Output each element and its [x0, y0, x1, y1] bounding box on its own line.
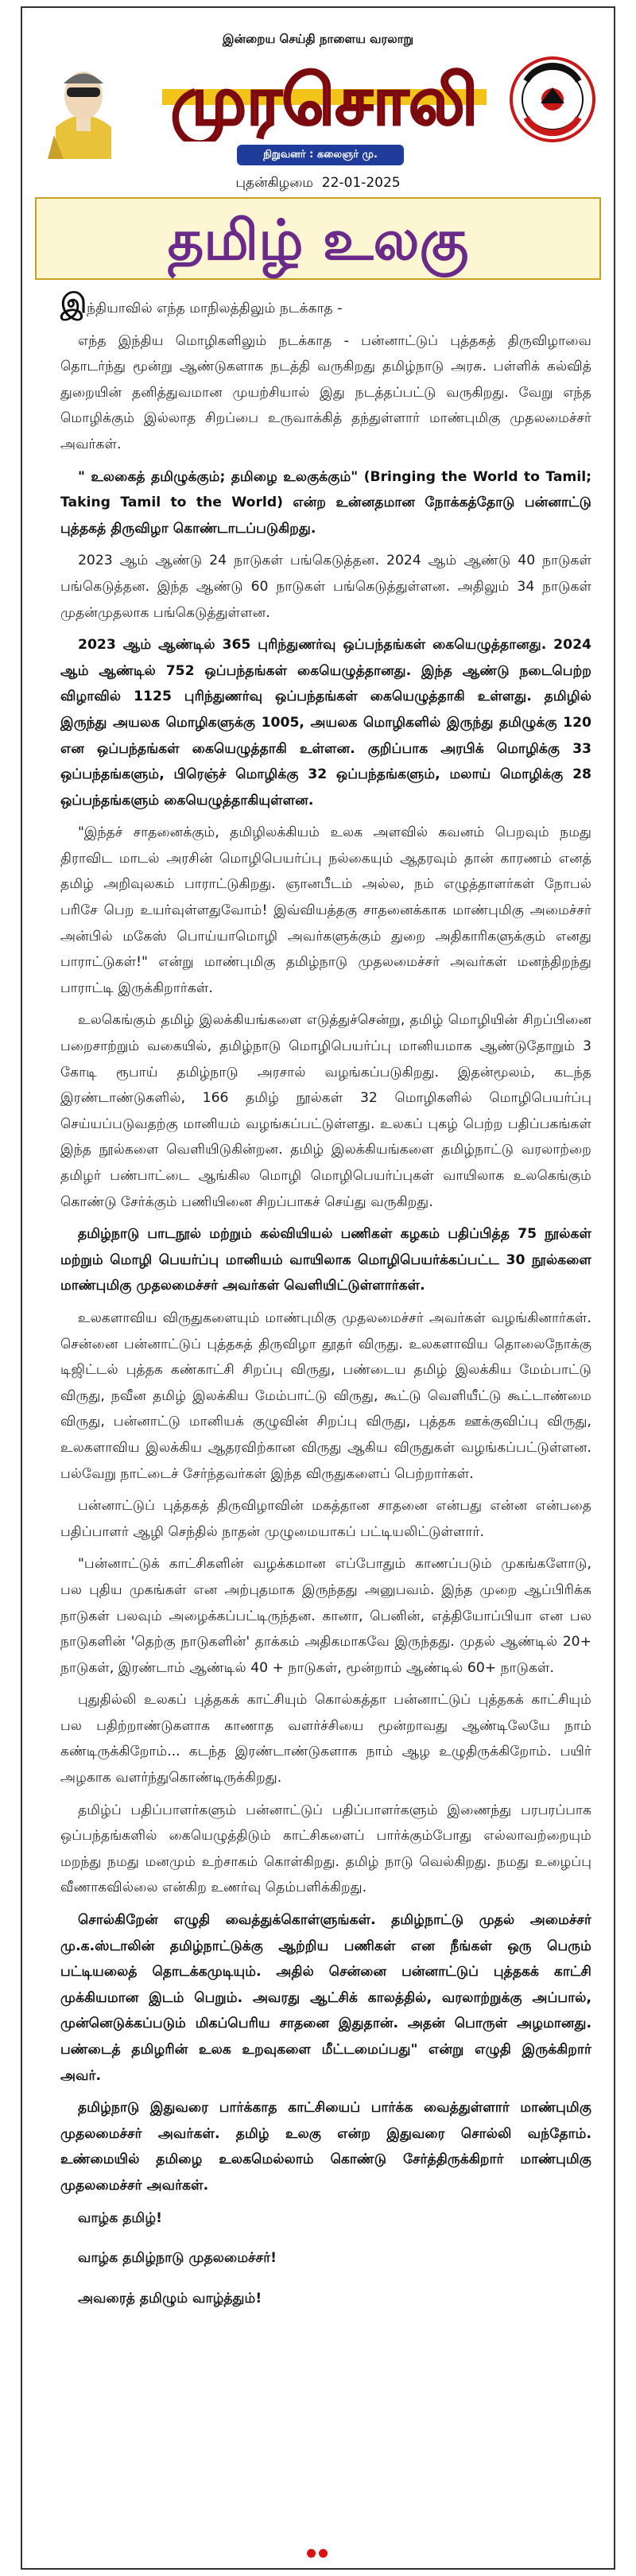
- murasoli-logo: [157, 54, 491, 142]
- dot: [307, 2549, 316, 2558]
- paragraph: "இந்தச் சாதனைக்கும், தமிழிலக்கியம் உலக அளவில் கவனம் பெறவும் நமது திராவிட மாடல் அரசின் மொழிபெயர்ப்பு நல்கையும் ஆதரவும் தான் காரணம் எனத் தமிழ் அறிவுலகம் பாராட்டுகிறது. ஞானபீடம் அல்ல, நம் எழுத்தாளர்கள் நோபல் பரிசே பெற உயர்வுள்ளதுவோம்! இவ்வியத்தகு சாதனைக்காக மாண்புமிகு அமைச்சர் அன்பில் மகேஸ் பொய்யாமொழி அவர்களுக்கும் துறை அதிகாரிகளுக்கும் எனது பாராட்டுகள்!" என்று மாண்புமிகு தமிழ்நாடு முதலமைச்சர் அவர்கள் மனந்திறந்து பாராட்டி இருக்கிறார்கள்.: [60, 824, 591, 996]
- masthead-tagline: இன்றைய செய்தி நாளைய வரலாறு: [222, 32, 414, 46]
- dropcap: இ: [60, 288, 87, 320]
- closing-line: வாழ்க தமிழ்!: [78, 2209, 163, 2226]
- logo-text: முரசொலி: [170, 61, 479, 141]
- article-title: தமிழ் உலகு: [167, 207, 469, 273]
- paragraph: " உலகைத் தமிழுக்கும்; தமிழை உலகுக்கும்" (Bringing the World to Tamil; Taking Tamil to the World) என்ற உன்னதமான நோக்கத்தோடு பன்னாட்டு புத்தகத் திருவிழா கொண்டாடப்படுகிறது.: [60, 468, 591, 537]
- closing-line: அவரைத் தமிழும் வாழ்த்தும்!: [78, 2290, 262, 2306]
- paragraph: 2023 ஆம் ஆண்டில் 365 புரிந்துணர்வு ஒப்பந்தங்கள் கையெழுத்தானது. 2024 ஆம் ஆண்டில் 752 ஒப்பந்தங்கள் கையெழுத்தானது. இந்த ஆண்டு நடைபெற்ற விழாவில் 1125 புரிந்துணர்வு ஒப்பந்தங்கள் கையெழுத்தாகி உள்ளது. தமிழில் இருந்து அயலக மொழிகளுக்கு 1005, அயலக மொழிகளில் இருந்து தமிழுக்கு 120 என ஒப்பந்தங்கள் கையெழுத்தாகி உள்ளன. குறிப்பாக அரபிக் மொழிக்கு 33 ஒப்பந்தங்களும், பிரெஞ்ச் மொழிக்கு 32 ஒப்பந்தங்களும், மலாய் மொழிக்கு 28 ஒப்பந்தங்களும் கையெழுத்தாகியுள்ளன.: [60, 637, 591, 809]
- paragraph: தமிழ்நாடு இதுவரை பார்க்காத காட்சியைப் பார்க்க வைத்துள்ளார் மாண்புமிகு முதலமைச்சர் அவர்கள். தமிழ் உலகு என்ற இதுவரை சொல்லி வந்தோம். உண்மையில் தமிழை உலகமெல்லாம் கொண்டு சேர்த்திருக்கிறார் மாண்புமிகு முதலமைச்சர் அவர்கள்.: [60, 2100, 591, 2194]
- paragraph: பன்னாட்டுப் புத்தகத் திருவிழாவின் மகத்தான சாதனை என்பது என்ன என்பதை பதிப்பாளர் ஆழி செந்தில் நாதன் முழுமையாகப் பட்டியலிட்டுள்ளார்.: [60, 1498, 591, 1540]
- dot: [319, 2549, 328, 2558]
- paragraph: "பன்னாட்டுக் காட்சிகளின் வழக்கமான எப்போதும் காணப்படும் முகங்களோடு, பல புதிய முகங்கள் என அற்புதமாக இருந்தது அனுபவம். இந்த முறை ஆப்பிரிக்க நாடுகள் பலவும் அழைக்கப்பட்டிருந்தன. கானா, பெனின், எத்தியோப்பியா என பல நாடுகளின் 'தெற்கு நாடுகளின்' தாக்கம் அதிகமாகவே இருந்தது. முதல் ஆண்டில் 20+ நாடுகள், இரண்டாம் ஆண்டில் 40 + நாடுகள், மூன்றாம் ஆண்டில் 60+ நாடுகள்.: [60, 1556, 591, 1676]
- article-intro: [60, 288, 591, 322]
- paragraph: தமிழ்ப் பதிப்பாளர்களும் பன்னாட்டுப் பதிப்பாளர்களும் இணைந்து பரபரப்பாக ஒப்பந்தங்களில் கையெழுத்திடும் காட்சிகளைப் பார்க்கும்போது எல்லாவற்றையும் மறந்து நமது மனமும் உற்சாகம் கொள்கிறது. தமிழ் நாடு வெல்கிறது. நமது உழைப்பு வீணாகவில்லை என்கிற உணர்வு தெம்பளிக்கிறது.: [60, 1802, 591, 1896]
- paragraph: உலகெங்கும் தமிழ் இலக்கியங்களை எடுத்துச்சென்று, தமிழ் மொழியின் சிறப்பினை பறைசாற்றும் வகையில், தமிழ்நாடு மொழிபெயர்ப்பு மானியமாக ஆண்டுதோறும் 3 கோடி ரூபாய் தமிழ்நாடு அரசால் வழங்கப்படுகிறது. இதன்மூலம், கடந்த இரண்டாண்டுகளில், 166 தமிழ் நூல்கள் 32 மொழிகளில் மொழிபெயர்ப்பு செய்யப்படுவதற்கு மானியம் வழங்கப்பட்டுள்ளது. உலகப் புகழ் பெற்ற பதிப்பகங்கள் இந்த நூல்களை வெளியிடுகின்றன. தமிழ் இலக்கியங்களை தமிழ்நாட்டு வரலாற்றை தமிழர் பண்பாட்டை ஆங்கில மொழி மொழிபெயர்ப்புகள் வாயிலாக உலகெங்கும் கொண்டு சேர்க்கும் பணியினை சிறப்பாகச் செய்து வருகிறது.: [60, 1012, 591, 1210]
- date-value: 22-01-2025: [321, 175, 401, 191]
- paragraph: புதுதில்லி உலகப் புத்தகக் காட்சியும் கொல்கத்தா பன்னாட்டுப் புத்தகக் காட்சியும் பல பதிற்றாண்டுகளாக காணாத வளர்ச்சியை மூன்றாவது ஆண்டிலேயே நாம் கண்டிருக்கிறோம்... கடந்த இரண்டாண்டுகளாக நாம் ஆழ உழுதிருக்கிறோம். பயிர் அழகாக வளர்ந்துகொண்டிருக்கிறது.: [60, 1692, 591, 1787]
- party-emblem-icon: [509, 56, 596, 143]
- masthead: [22, 8, 614, 191]
- end-marker: [307, 2546, 331, 2555]
- paragraph: சொல்கிறேன் எழுதி வைத்துக்கொள்ளுங்கள். தமிழ்நாட்டு முதல் அமைச்சர் மு.க.ஸ்டாலின் தமிழ்நாட்டுக்கு ஆற்றிய பணிகள் என நீங்கள் ஒரு பெரும் பட்டியலைத் தொடக்கமுடியும். அதில் சென்னை பன்னாட்டுப் புத்தகக் காட்சி முக்கியமான இடம் பெறும். அவரது ஆட்சிக் காலத்தில், வரலாற்றுக்கு அப்பால், முன்னெடுக்கப்படும் மிகப்பெரிய சாதனை இதுதான். அதன் பொருள் அழமானது. பண்டைத் தமிழரின் உலக உறவுகளை மீட்டமைப்பது" என்று எழுதி இருக்கிறார் அவர்.: [60, 1912, 591, 2084]
- paragraph: எந்த இந்திய மொழிகளிலும் நடக்காத - பன்னாட்டுப் புத்தகத் திருவிழாவை தொடர்ந்து மூன்று ஆண்டுகளாக நடத்தி வருகிறது தமிழ்நாடு அரசு. பள்ளிக் கல்வித் துறையின் தனித்துவமான முயற்சியால் இது நடத்தப்பட்டு வருகிறது. வேறு எந்த மொழிக்கும் இல்லாத சிறப்பை உருவாக்கித் தந்துள்ளார் மாண்புமிகு முதலமைச்சர் அவர்கள்.: [60, 332, 591, 452]
- paragraph: உலகளாவிய விருதுகளையும் மாண்புமிகு முதலமைச்சர் அவர்கள் வழங்கினார்கள். சென்னை பன்னாட்டுப் புத்தகத் திருவிழா தூதர் விருது. உலகளாவிய தொலைநோக்கு டிஜிட்டல் புத்தக கண்காட்சி சிறப்பு விருது, பண்டைய தமிழ் இலக்கிய மேம்பாட்டு விருது, நவீன தமிழ் இலக்கிய மேம்பாட்டு விருது, கூட்டு வெளியீட்டு கூட்டாண்மை விருது, பன்னாட்டு மானியக் குழுவின் சிறப்பு விருது, புத்தக ஊக்குவிப்பு விருது, உலகளாவிய இலக்கிய ஆதரவிற்கான விருது ஆகிய விருதுகள் வழங்கப்பட்டுள்ளன. பல்வேறு நாட்டைச் சேர்ந்தவர்கள் இந்த விருதுகளைப் பெற்றார்கள்.: [60, 1309, 591, 1482]
- date-day: புதன்கிழமை: [235, 175, 313, 191]
- article-title-box: [35, 197, 601, 280]
- founder-label: நிறுவனர் : கலைஞர் மு. கருணாநிதி: [237, 145, 404, 165]
- article-body: [60, 288, 591, 2326]
- dateline: [22, 175, 614, 192]
- founder-portrait-icon: [40, 40, 127, 159]
- intro-text: ந்தியாவில் எந்த மாநிலத்திலும் நடக்காத -: [87, 301, 343, 316]
- paragraph: 2023 ஆம் ஆண்டு 24 நாடுகள் பங்கெடுத்தன. 2024 ஆம் ஆண்டு 40 நாடுகள் பங்கெடுத்தன. இந்த ஆண்டு 60 நாடுகள் பங்கெடுத்துள்ளன. அதிலும் 34 நாடுகள் முதன்முதலாக பங்கெடுத்துள்ளன.: [60, 553, 591, 621]
- closing-line: வாழ்க தமிழ்நாடு முதலமைச்சர்!: [78, 2250, 277, 2267]
- paragraph: தமிழ்நாடு பாடநூல் மற்றும் கல்வியியல் பணிகள் கழகம் பதிப்பித்த 75 நூல்கள் மற்றும் மொழி பெயர்ப்பு மானியம் வாயிலாக மொழிபெயர்க்கப்பட்ட 30 நூல்களை மாண்புமிகு முதலமைச்சர் அவர்கள் வெளியிட்டுள்ளார்கள்.: [60, 1226, 591, 1294]
